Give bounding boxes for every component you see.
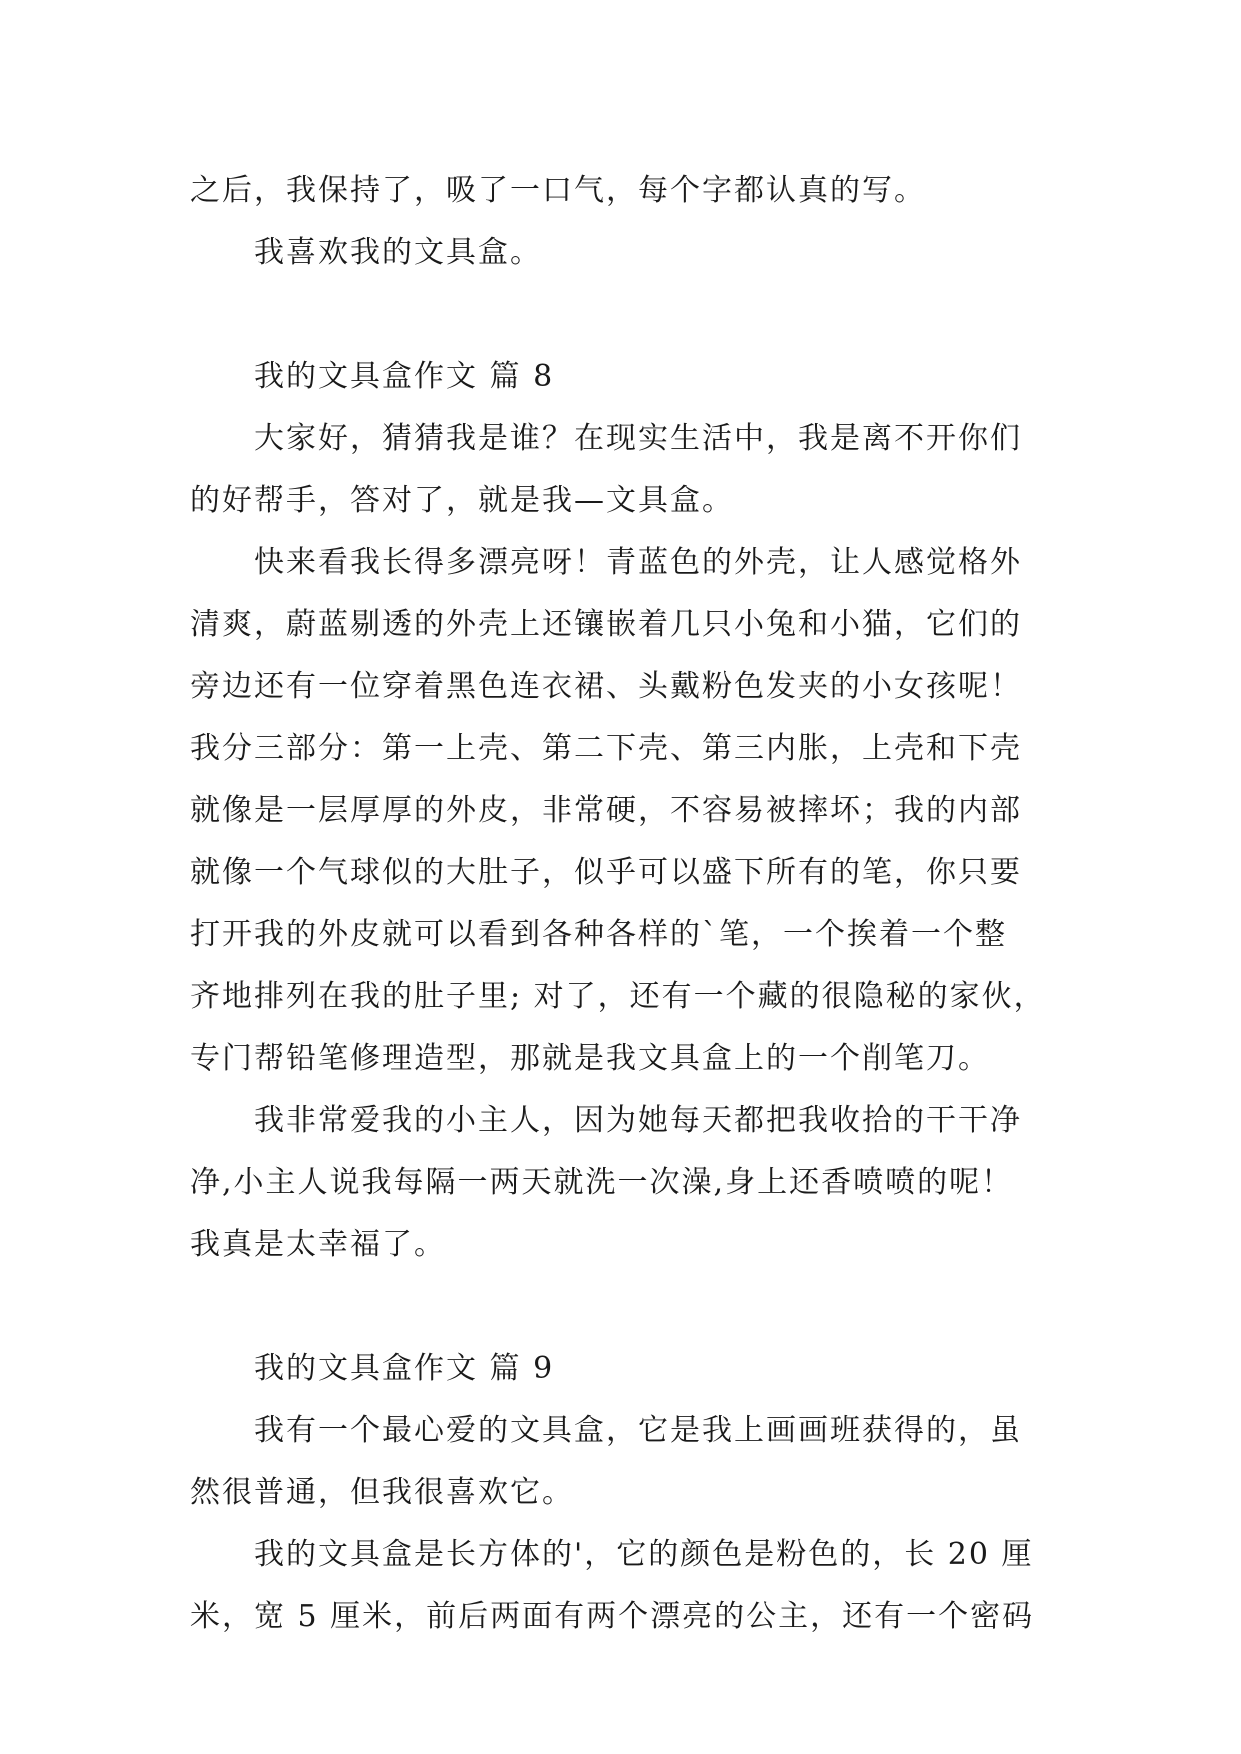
text-line: 我有一个最心爱的文具盒，它是我上画画班获得的，虽 (254, 1413, 1022, 1448)
text-line: 快来看我长得多漂亮呀！青蓝色的外壳，让人感觉格外 (254, 545, 1022, 580)
article-body (190, 160, 1060, 1648)
text-line: 我的文具盒是长方体的'，它的颜色是粉色的，长 20 厘 (254, 1537, 1034, 1572)
text-line: 我分三部分：第一上壳、第二下壳、第三内胀，上壳和下壳 (190, 731, 1022, 766)
text-line: 之后，我保持了，吸了一口气，每个字都认真的写。 (190, 173, 926, 208)
text-line: 清爽，蔚蓝剔透的外壳上还镶嵌着几只小兔和小猫，它们的 (190, 607, 1022, 642)
text-line: 旁边还有一位穿着黑色连衣裙、头戴粉色发夹的小女孩呢！ (190, 669, 1022, 704)
text-line: 专门帮铅笔修理造型，那就是我文具盒上的一个削笔刀。 (190, 1041, 990, 1076)
text-line: 打开我的外皮就可以看到各种各样的`笔，一个挨着一个整 (190, 917, 1007, 952)
text-line: 米，宽 5 厘米，前后两面有两个漂亮的公主，还有一个密码 (190, 1599, 1035, 1634)
text-line: 齐地排列在我的肚子里; 对了，还有一个藏的很隐秘的家伙， (190, 979, 1046, 1014)
section-heading: 我的文具盒作文 篇 8 (254, 359, 555, 394)
text-line: 大家好，猜猜我是谁？在现实生活中，我是离不开你们 (254, 421, 1022, 456)
text-line: 我非常爱我的小主人，因为她每天都把我收拾的干干净 (254, 1103, 1022, 1138)
text-line: 就像一个气球似的大肚子，似乎可以盛下所有的笔，你只要 (190, 855, 1022, 890)
paragraph-gap (190, 284, 1060, 346)
text-line: 然很普通，但我很喜欢它。 (190, 1475, 574, 1510)
paragraph-gap (190, 1276, 1060, 1338)
text-line: 我真是太幸福了。 (190, 1227, 446, 1262)
text-line: 的好帮手，答对了，就是我—文具盒。 (190, 483, 734, 518)
text-line: 我喜欢我的文具盒。 (254, 235, 542, 270)
text-line: 净,小主人说我每隔一两天就洗一次澡,身上还香喷喷的呢！ (190, 1165, 1014, 1200)
text-line: 就像是一层厚厚的外皮，非常硬，不容易被摔坏；我的内部 (190, 793, 1022, 828)
section-heading: 我的文具盒作文 篇 9 (254, 1351, 555, 1386)
